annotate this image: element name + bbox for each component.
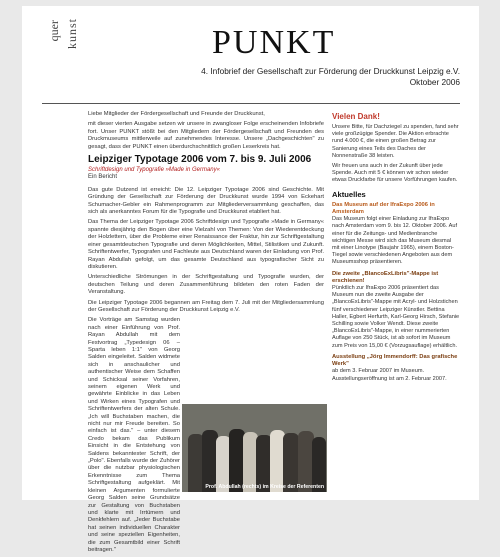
article-paragraph-1: Das gute Dutzend ist erreicht: Die 12. Leipziger Typotage 2006 sind Geschichte. Mit Gründung der Gesellschaft zur Förderung der Druckkunst wurde 1994 von Eckehart Schumacher-Gebler ein Rahmenprogramm zur Mitgliederversammlung geschaffen, das sich als anerkanntes Forum für die Typografie und Druckkunst etabliert hat. [88, 186, 324, 216]
article-paragraph-2: Das Thema der Leipziger Typotage 2006 Schriftdesign und Typografie »Made in Germany« spannte diesjährig den Bogen über eine Vielzahl von Themen: Von der Wiederentdeckung der Holzlettern, über die Probleme einer Renaissance der Fraktur, hin zur Schriftgestaltung einer gesamtdeutschen Typografie und deren Möglichkeiten, Mittel, Stilistiken und Zukunft. Schriftentwerfer, Typografen und Fachleute aus Deutschland waren der Einladung von Prof. Rayan Abdullah gefolgt, um das gesamte Deutschland aus typografischer Sicht zu diskutieren. [88, 219, 324, 270]
news-item-text: Das Museum folgt einer Einladung zur IfraExpo nach Amsterdam vom 9. bis 12. Oktober 2006. Auf einer für die Zeitungs- und Medienbranche wichtigen Messe wird sich das Museum diesmal mit einer Linotype (Baujahr 1965), einem Boston-Tiegel sowie verschiedenen Angeboten aus dem Museumsshop präsentieren. [332, 216, 457, 266]
newsletter-title: PUNKT [212, 24, 336, 61]
article-paragraph-3: Unterschiedliche Strömungen in der Schriftgestaltung und Typografie wurden, der deutschen Teilung und deren Zusammenführung bildeten den roten Faden der Veranstaltung. [88, 274, 324, 296]
article-paragraph-5: Die Vorträge am Samstag wurden nach einer Einführung von Prof. Rayan Abdullah mit dem Festvortrag „Typedesign 06 – Sparta leben 1:1" von Georg Salden eingeleitet. Salden widmete sich in anschaulicher und authentischer Weise dem Schaffen und Schicksal seiner Vorfahren, seinem eigenen Werk und gewährte Einblicke in das Leben und Wirken eines Typografen und Schriftentwerfers der alten Schule. „Ich will Buchstaben machen, die nicht nur mir Freude bereiten. So einfach ist das." – unter diesem Credo bekam das Publikum Einsicht in die Entstehung von Saldens bekanntester Schrift, der „Polo". Ebenfalls wurde der Zuhörer über die nutzbar physiologischen Erkenntnisse zum Thema Schriftgestaltung aufgeklärt. Mit kleinen Argumenten formulierte Georg Salden seine Grundsätze zur Gestaltung von Buchstaben und klarte mit Irrtümern und Denkfehlern auf. „Jeder Buchstabe hat seinen individuellen Charakter und seine speziellen Eigenheiten, die zum Gesamtbild einer Schrift beitragen." [88, 317, 180, 553]
news-item-title: Ausstellung „Jörg Immendorff: Das grafische Werk" [332, 353, 458, 368]
news-item [332, 354, 460, 383]
news-item-text: Pünktlich zur IfraExpo 2006 präsentiert das Museum nun die zweite Ausgabe der „BlancoExLibris"-Mappe mit Acryl- und Holzstichen fünf verschiedener Leipziger Künstler. Bettina Haller, Egbert Herfurth, Karl-Georg Hirsch, Stefanie Schilling sowie Volker Wendt. Diese zweite „BlancoExLibris"-Mappe, in einer nummerierten Auflage von 250 Stück, ist ab sofort im Museum zum Preis von 15,00 € (Vorzugsauflage) erhältlich. [332, 285, 460, 349]
thanks-paragraph-2: Wir freuen uns auch in der Zukunft über jede Spende. Auch mit 5 € können wir schon wieder etwas Druckfarbe für unsere Vorführungen kaufen. [332, 163, 458, 184]
photo-caption: Prof. Abdullah (rechts) im Kreise der Referenten [205, 484, 324, 490]
subtitle-line-1: 4. Infobrief der Gesellschaft zur Förderung der Druckkunst Leipzig e.V. [201, 66, 460, 76]
subtitle-line-2: Oktober 2006 [409, 77, 460, 87]
article-tagline: Schriftdesign und Typografie »Made in Germany« [88, 167, 220, 174]
logo-word-kunst: kunst [65, 18, 79, 50]
article-heading: Leipziger Typotage 2006 vom 7. bis 9. Juli 2006 [88, 154, 312, 166]
referenten-photo [182, 404, 327, 492]
news-item-title: Die zweite „BlancoExLibris"-Mappe ist erschienen! [332, 270, 439, 284]
sidebar [332, 112, 460, 387]
intro-paragraph: mit dieser vierten Ausgabe setzen wir unsere in zwangloser Folge erscheinenden Infobriefe fort. Unser PUNKT stößt bei den Mitgliedern der Fördergesellschaft und Freunden des Druckmuseums mittlerweile auf zunehmendes Interesse. Unsere „Dachgeschichten" zu gesagt, dass der PUNKT einen überdurchschnittlich großen Leserkreis hat. [88, 121, 324, 150]
article-paragraph-4: Die Leipziger Typotage 2006 begannen am Freitag dem 7. Juli mit der Mitgliedersammlung der Gesellschaft zur Förderung der Druckkunst Leipzig e.V. [88, 299, 324, 313]
thanks-title: Vielen Dank! [332, 112, 380, 121]
thanks-paragraph-1: Unsere Bitte, für Dachziegel zu spenden, fand sehr viele großzügige Spender. Die Aktion erbrachte rund 4.000 €, die einen großen Betrag zur Sanierung eines Teils des Daches der Nonnenstraße 38 leisten. [332, 124, 459, 159]
news-title: Aktuelles [332, 189, 366, 199]
logo-word-quer: quer [47, 20, 61, 42]
news-item [332, 271, 460, 350]
greeting: Liebe Mitglieder der Fördergesellschaft und Freunde der Druckkunst, [88, 111, 265, 117]
news-item [332, 202, 460, 267]
news-item-text: ab dem 3. Februar 2007 im Museum. Ausstellungseröffnung ist am 2. Februar 2007. [332, 368, 447, 382]
logo [44, 16, 86, 62]
newsletter-subtitle [140, 66, 460, 88]
thanks-box [332, 112, 460, 185]
newsletter-page [22, 6, 479, 553]
header-divider [42, 103, 460, 104]
article-author: Ein Bericht [88, 174, 118, 181]
news-item-title: Das Museum auf der IfraExpo 2006 in Amsterdam [332, 201, 435, 216]
